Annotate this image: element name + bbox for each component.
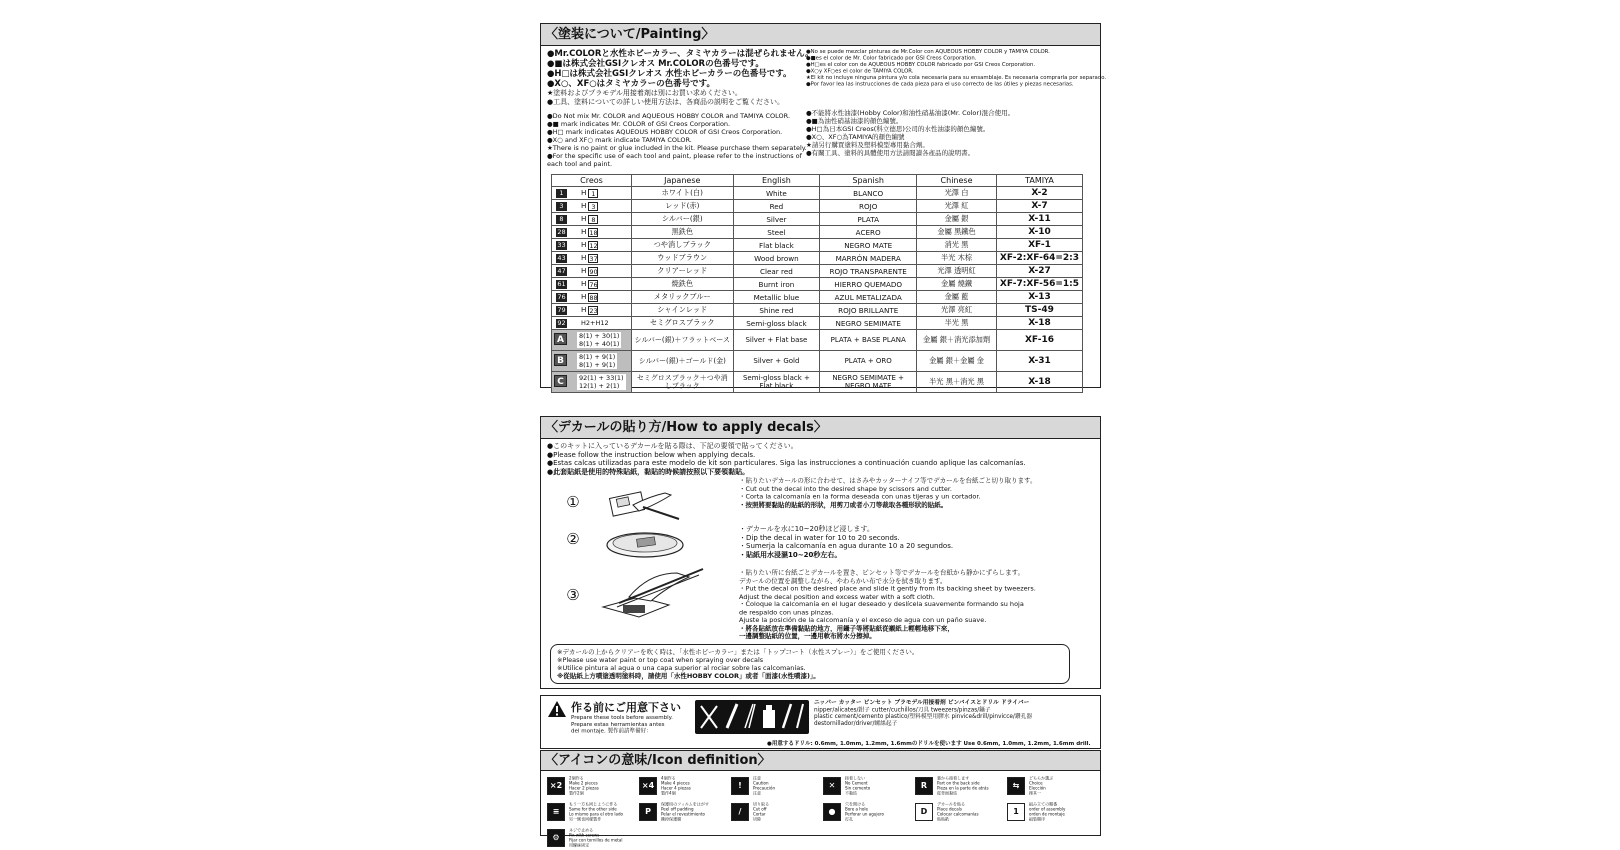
- english-name: Silver: [733, 213, 820, 226]
- prepare-subtitle: [571, 714, 673, 734]
- decal-step-3: [739, 569, 1036, 640]
- es-line: ●Por favor lea las instrucciones de cada pieza para el uso correcto de las útiles y piezas necesarias.: [806, 80, 1074, 88]
- tamiya-code: XF-7:XF-56=1:5: [996, 278, 1082, 291]
- painting-panel: [540, 23, 1107, 390]
- mix-row: [552, 372, 1083, 393]
- japanese-name: セミグロスブラック: [631, 317, 733, 330]
- icon-label: order of assembly: [1029, 806, 1066, 812]
- english-name: Wood brown: [733, 252, 820, 265]
- paint-row: [552, 291, 1083, 304]
- col-spanish: Spanish: [820, 175, 917, 187]
- intro-line: ●Please follow the instruction below when applying decals.: [547, 450, 756, 459]
- chinese-name: 金屬 黑鐵色: [917, 226, 997, 239]
- drill-note: ●用意するドリル: 0.6mm, 1.0mm, 1.2mm, 1.6mmのドリルを使います Use 0.6mm, 1.0mm, 1.2mm, 1.6mm drill.: [767, 740, 1091, 747]
- spanish-name: NEGRO SEMIMATE: [820, 317, 917, 330]
- icon-label: 注意: [753, 776, 762, 781]
- icons-panel: [540, 750, 1101, 848]
- tamiya-code: XF-16: [996, 330, 1082, 351]
- icon-label: Cut off: [753, 806, 767, 812]
- icons-title: 〈アイコンの意味/Icon definition〉: [541, 751, 1100, 771]
- icon-label: Make 4 pieces: [661, 780, 690, 786]
- paint-row: [552, 239, 1083, 252]
- tools-line: plastic cement/cemento plastico/塑料模型用膠水 pinvice&drill/pinvicce/鑽孔器: [814, 712, 1033, 720]
- spanish-name: NEGRO SEMIMATE + NEGRO MATE: [820, 372, 917, 393]
- decal-step-2: [739, 525, 953, 559]
- icon-label: 裏から接着します: [937, 776, 970, 781]
- definition-icon: ⇆: [1007, 777, 1025, 795]
- icon-label: 穴を開ける: [845, 802, 866, 807]
- tools-line: destornillador/driver/螺絲起子: [814, 719, 898, 727]
- chinese-name: 金屬 銀＋金屬 金: [917, 351, 997, 372]
- hobby-color-code: 37: [589, 254, 598, 263]
- en-line: ●X○ and XF○ mark indicate TAMIYA COLOR.: [547, 136, 692, 144]
- note-line: ※從貼紙上方噴塗透明塗料時，請使用「水性HOBBY COLOR」或者「面漆(水性噴漆)」。: [557, 672, 820, 680]
- step-3-line: Adjust the decal position and excess water with a soft cloth.: [739, 592, 935, 601]
- icon-label: 不黏結: [845, 790, 858, 796]
- zh-line: ●H□為日本GSI Creos(科立德思)公司的水性油漆的顏色編號。: [806, 125, 990, 133]
- japanese-name: レッド(赤): [631, 200, 733, 213]
- mr-color-code: 28: [557, 227, 566, 236]
- paint-row: [552, 226, 1083, 239]
- english-name: Flat black: [733, 239, 820, 252]
- hobby-color-code: 76: [589, 280, 598, 289]
- zh-line: ●不能將水性油漆(Hobby Color)和油性硝基油漆(Mr. Color)混合使用。: [806, 109, 1015, 117]
- tamiya-code: TS-49: [996, 304, 1082, 317]
- col-tamiya: TAMIYA: [996, 175, 1082, 187]
- tamiya-code: X-2: [996, 187, 1082, 200]
- step-2-line: ・デカールを水に10~20秒ほど浸します。: [739, 525, 874, 533]
- tamiya-code: X-13: [996, 291, 1082, 304]
- step-3-line: ・Put the decal on the desired place and slide it gently from its backing sheet by tweezers.: [739, 584, 1036, 593]
- prepare-sub-line: Prepare these tools before assembly.: [571, 714, 673, 721]
- jp-line: ★塗料およびプラモデル用接着剤は別にお買い求めください。: [547, 89, 742, 97]
- definition-icon: D: [915, 803, 933, 821]
- icon-label: Lo mismo para el otro lado: [569, 811, 624, 817]
- chinese-name: 半光 黑＋消光 黑: [917, 372, 997, 393]
- step-2-line: ・Sumerja la calcomanía en agua durante 10 a 20 segundos.: [739, 542, 954, 550]
- creos-code: 47 H 90: [552, 265, 632, 278]
- icon-label: 撕掉保護膜: [661, 816, 682, 822]
- jp-line: ●X○、XF○はタミヤカラーの色番号です。: [547, 79, 715, 89]
- intro-line: ●このキットに入っているデカールを貼る際は、下記の要領で貼ってください。: [547, 442, 798, 450]
- creos-code: 76 H 88: [552, 291, 632, 304]
- icon-label: 貼貼紙: [937, 816, 950, 822]
- japanese-name: シルバー(銀): [631, 213, 733, 226]
- prepare-panel: [540, 695, 1101, 749]
- paint-row: [552, 252, 1083, 265]
- icon-label: Hacer 2 piezas: [569, 785, 599, 791]
- mix-letter: A: [554, 333, 567, 345]
- step-3-line: デカールの位置を調整しながら、やわらかい布で水分を拭き取ります。: [739, 576, 947, 585]
- mr-color-code: 33: [557, 240, 566, 249]
- warning-icon: [547, 700, 567, 718]
- step-2-line: ・Dip the decal in water for 10 to 20 seconds.: [739, 533, 900, 542]
- tamiya-code: X-7: [996, 200, 1082, 213]
- hobby-color-code: 90: [589, 267, 598, 276]
- note-line: ※Utilice pintura al agua o una capa superior al rociar sobre las calcomanías.: [557, 664, 806, 672]
- icon-label: Fijar con tornillos de metal: [569, 837, 623, 843]
- english-name: Red: [733, 200, 820, 213]
- note-line: ※Please use water paint or top coat when spraying over decals: [557, 656, 764, 664]
- tools-line: ニッパー カッター ピンセット プラモデル用接着剤 ピンバイスとドリル ドライバー: [814, 699, 1030, 706]
- chinese-name: 金屬 燒鐵: [917, 278, 997, 291]
- zh-line: ●■為油性硝基油漆的顏色編號。: [806, 117, 903, 125]
- definition-icon: R: [915, 777, 933, 795]
- tamiya-code: X-18: [996, 372, 1082, 393]
- paint-row: [552, 187, 1083, 200]
- es-line: ★El kit no incluye ninguna pintura y/o cola necesaria para su ensamblaje. Es necesaria comprarla por separado.: [806, 74, 1107, 81]
- hobby-color-code: 88: [589, 293, 598, 302]
- english-name: Silver + Flat base: [733, 330, 820, 351]
- col-chinese: Chinese: [917, 175, 997, 187]
- definition-icon: ×4: [639, 777, 657, 795]
- icon-label: Same for the other side: [569, 806, 617, 812]
- icon-label: 保護用のフィルムをはがす: [661, 802, 709, 807]
- step-1-number: ①: [566, 493, 580, 511]
- creos-code: 61 H 76: [552, 278, 632, 291]
- paint-table-header: [552, 175, 1083, 187]
- tools-list: [814, 699, 1032, 727]
- step-2-line: ・貼紙用水浸濕10~20秒左右。: [739, 550, 842, 559]
- mr-color-code: 79: [557, 305, 566, 314]
- tamiya-code: X-27: [996, 265, 1082, 278]
- icon-label: 組裝順序: [1029, 816, 1046, 822]
- zh-line: ★請另行購買塗料及塑料模型專用黏合劑。: [806, 141, 929, 149]
- en-line: each tool and paint.: [547, 160, 613, 168]
- spanish-name: PLATA + ORO: [820, 351, 917, 372]
- step-2-number: ②: [566, 530, 580, 548]
- creos-code: 79 H 23: [552, 304, 632, 317]
- mr-color-code: 92: [557, 318, 566, 327]
- es-line: ●X○y XF○es el color de TAMIYA COLOR.: [806, 67, 914, 75]
- mix-line: 92(1) + 33(1): [579, 374, 624, 382]
- en-line: ●■ mark indicates Mr. COLOR of GSI Creos Corporation.: [547, 120, 731, 128]
- japanese-name: つや消しブラック: [631, 239, 733, 252]
- japanese-name: 黒鉄色: [631, 226, 733, 239]
- english-name: Silver + Gold: [733, 351, 820, 372]
- spanish-name: ACERO: [820, 226, 917, 239]
- mix-line: 8(1) + 9(1): [579, 353, 616, 361]
- japanese-name: クリアーレッド: [631, 265, 733, 278]
- en-line: ●H□ mark indicates AQUEOUS HOBBY COLOR of GSI Creos Corporation.: [547, 128, 783, 136]
- col-creos: Creos: [552, 175, 632, 187]
- icon-label: Make 2 pieces: [569, 780, 598, 786]
- japanese-name: シルバー(銀)＋ゴールド(金): [631, 351, 733, 372]
- hobby-color-code: H2+H12: [581, 319, 609, 328]
- step-1-line: ・按照將要黏貼的貼紙的形狀，用剪刀或者小刀等裁取各種形狀的貼紙。: [739, 500, 948, 509]
- cutting-illustration: [603, 485, 683, 523]
- icon-label: orden de montaje: [1029, 811, 1065, 817]
- tweezers-illustration: [599, 567, 709, 625]
- spanish-name: BLANCO: [820, 187, 917, 200]
- mr-color-code: 61: [557, 279, 566, 288]
- tools-image: [695, 700, 809, 734]
- chinese-name: 消光 黑: [917, 239, 997, 252]
- icon-label: デカールを貼る: [937, 802, 966, 807]
- icon-label: Part on the back side: [937, 780, 980, 786]
- icon-label: Hacer 4 piezas: [661, 785, 691, 791]
- english-name: White: [733, 187, 820, 200]
- hobby-color-code: 3: [588, 202, 598, 211]
- icon-label: 組み立ての順番: [1029, 802, 1058, 807]
- mix-letter: B: [554, 354, 567, 366]
- step-1-line: ・貼りたいデカールの形に合わせて、はさみやカッターナイフ等でデカールを台紙ごと切り取ります。: [739, 477, 1037, 485]
- english-name: Clear red: [733, 265, 820, 278]
- chinese-name: 光澤 亮紅: [917, 304, 997, 317]
- tamiya-code: X-10: [996, 226, 1082, 239]
- col-english: English: [733, 175, 820, 187]
- paint-row: [552, 317, 1083, 330]
- mr-color-code: 47: [557, 266, 566, 275]
- icon-label: Pelar el revestimiento: [661, 811, 706, 817]
- spanish-name: ROJO TRANSPARENTE: [820, 265, 917, 278]
- spanish-name: ROJO BRILLANTE: [820, 304, 917, 317]
- chinese-name: 金屬 銀＋消光添加劑: [917, 330, 997, 351]
- en-line: ●Do Not mix Mr. COLOR and AQUEOUS HOBBY COLOR and TAMIYA COLOR.: [547, 112, 791, 120]
- intro-line: ●Estas calcas utilizadas para este modelo de kit son particulares. Siga las instrucciones a continuación cuando aplique las calcomanías.: [547, 459, 1026, 467]
- definition-icon: P: [639, 803, 657, 821]
- hobby-color-code: 1: [588, 189, 598, 198]
- hobby-color-code: 12: [589, 241, 598, 250]
- step-3-line: Ajuste la posición de la calcomanía y el exceso de agua con un paño suave.: [739, 616, 987, 624]
- icon-label: Sin cemento: [845, 785, 871, 791]
- paint-row: [552, 265, 1083, 278]
- icon-label: Caution: [753, 780, 769, 786]
- icon-label: もう一方も同じように作る: [569, 802, 618, 807]
- mr-color-code: 8: [556, 215, 567, 224]
- icon-label: Pieza en la parte de atrás: [937, 785, 989, 791]
- painting-zh-notes: [806, 109, 1014, 157]
- step-1-line: ・Corta la calcomanía en la forma deseada con unas tijeras y un cortador.: [739, 492, 981, 501]
- mix-recipe: [552, 372, 632, 393]
- en-line: ★There is no paint or glue included in the kit. Please purchase them separately.: [547, 144, 807, 152]
- icon-label: どちらか選ぶ: [1029, 776, 1054, 781]
- mr-color-code: 43: [557, 253, 566, 262]
- japanese-name: シルバー(銀)＋フラットベース: [631, 330, 733, 351]
- paint-row: [552, 213, 1083, 226]
- decal-step-1: [739, 477, 1037, 509]
- icon-label: 切除: [753, 816, 762, 822]
- english-name: Metallic blue: [733, 291, 820, 304]
- painting-es-notes: [806, 48, 1106, 87]
- tamiya-code: X-11: [996, 213, 1082, 226]
- es-line: ●No se puede mezclar pinturas de Mr.Color con AQUEOUS HOBBY COLOR y TAMIYA COLOR.: [806, 48, 1050, 55]
- tamiya-code: X-31: [996, 351, 1082, 372]
- spanish-name: PLATA: [820, 213, 917, 226]
- icon-label: Perforar un agujero: [845, 811, 884, 817]
- note-line: ※デカールの上からクリアーを吹く時は、「水性ホビーカラー」または「トップコート（水性スプレー）」をご使用ください。: [557, 648, 919, 656]
- icon-label: No Cement: [845, 780, 868, 786]
- intro-line: ●此套貼紙是使用的特殊貼紙，黏貼的時候請按照以下要領黏貼。: [547, 467, 750, 476]
- japanese-name: 焼鉄色: [631, 278, 733, 291]
- mr-color-code: 3: [556, 202, 567, 211]
- definition-icon: ✕: [823, 777, 841, 795]
- step-3-line: ・Coloque la calcomanía en el lugar deseado y deslícela suavemente formando su hoja: [739, 600, 1024, 609]
- chinese-name: 光澤 白: [917, 187, 997, 200]
- spanish-name: AZUL METALIZADA: [820, 291, 917, 304]
- tamiya-code: XF-1: [996, 239, 1082, 252]
- definition-icon: !: [731, 777, 749, 795]
- creos-code: [552, 317, 632, 330]
- decal-note-box: [550, 644, 1070, 684]
- icon-label: 打孔: [845, 816, 854, 822]
- step-1-line: ・Cut out the decal into the desired shape by scissors and cutter.: [739, 484, 952, 493]
- zh-line: ●有關工具、塗料的具體使用方法請閱讀各產品的說明書。: [806, 149, 975, 157]
- chinese-name: 半光 木棕: [917, 252, 997, 265]
- tamiya-code: X-18: [996, 317, 1082, 330]
- mix-recipe: [552, 351, 632, 372]
- painting-jp-notes: [547, 49, 814, 106]
- paint-row: [552, 200, 1083, 213]
- tamiya-code: XF-2:XF-64=2:3: [996, 252, 1082, 265]
- english-name: Semi-gloss black: [733, 317, 820, 330]
- step-3-line: de respaldo con unas pinzas.: [739, 608, 834, 616]
- spanish-name: PLATA + BASE PLANA: [820, 330, 917, 351]
- es-line: ●H□es el color con de AQUEOUS HOBBY COLOR fabricado por GSI Creos Corporation.: [806, 61, 1036, 68]
- step-3-line: 一邊調整貼紙的位置，一邊用軟布將水分擦掉。: [739, 632, 876, 640]
- japanese-name: セミグロスブラック＋つや消しブラック: [631, 372, 733, 393]
- english-name: Semi-gloss black + Flat black: [733, 372, 820, 393]
- icon-label: Elección: [1029, 785, 1046, 791]
- step-3-line: ・將各貼紙放在準備黏貼的地方，用鑷子等將貼紙從襯紙上輕輕地移下來，: [739, 624, 954, 632]
- icon-label: 用螺絲固定: [569, 842, 590, 848]
- icon-label: Fix with screws: [569, 832, 600, 838]
- en-line: ●For the specific use of each tool and paint, please refer to the instructions of: [547, 152, 802, 160]
- english-name: Shine red: [733, 304, 820, 317]
- icon-label: Cortar: [753, 811, 766, 817]
- mr-color-code: 76: [557, 292, 566, 301]
- mr-color-code: 1: [556, 189, 567, 198]
- step-3-number: ③: [566, 586, 580, 604]
- mix-row: [552, 330, 1083, 351]
- chinese-name: 光澤 透明紅: [917, 265, 997, 278]
- tools-icon: [695, 700, 809, 734]
- spanish-name: NEGRO MATE: [820, 239, 917, 252]
- icon-label: Bore a hole: [845, 806, 868, 812]
- icon-label: 4個作る: [661, 776, 676, 781]
- prepare-sub-line: Prepare estas herramientas antes: [571, 720, 665, 728]
- chinese-name: 金屬 藍: [917, 291, 997, 304]
- mix-line: 8(1) + 40(1): [579, 340, 620, 348]
- japanese-name: シャインレッド: [631, 304, 733, 317]
- english-name: Steel: [733, 226, 820, 239]
- jp-line: ●■は株式会社GSIクレオス Mr.COLORの色番号です。: [547, 59, 764, 69]
- icon-label: 另一側也同樣製作: [569, 816, 602, 822]
- icon-label: 切り取る: [753, 802, 770, 807]
- chinese-name: 金屬 銀: [917, 213, 997, 226]
- painting-en-notes: [547, 112, 807, 168]
- mix-line: 8(1) + 30(1): [579, 332, 620, 340]
- icon-label: ネジで止める: [569, 828, 594, 833]
- definition-icon: ●: [823, 803, 841, 821]
- english-name: Burnt iron: [733, 278, 820, 291]
- icon-label: Peel off padding: [661, 806, 694, 812]
- hobby-color-code: 8: [588, 215, 598, 224]
- creos-code: 3 H 3: [552, 200, 632, 213]
- mix-letter: C: [554, 375, 567, 387]
- creos-code: 1 H 1: [552, 187, 632, 200]
- mix-recipe: [552, 330, 632, 351]
- col-japanese: Japanese: [631, 175, 733, 187]
- hobby-color-code: 23: [589, 306, 598, 315]
- icon-label: Choice: [1029, 780, 1043, 786]
- tools-line: nipper/alicates/鉗子 cutter/cuchillos/刀具 tweezers/pinzas/鑷子: [814, 705, 991, 713]
- icon-label: 2個作る: [569, 776, 584, 781]
- decals-title: 〈デカールの貼り方/How to apply decals〉: [541, 417, 1100, 439]
- icon-label: 擇其一: [1029, 790, 1042, 796]
- japanese-name: ホワイト(白): [631, 187, 733, 200]
- icon-label: 製作4個: [661, 790, 676, 796]
- mix-line: 8(1) + 9(1): [579, 361, 616, 369]
- spanish-name: HIERRO QUEMADO: [820, 278, 917, 291]
- jp-line: ●Mr.COLORと水性ホビーカラー、タミヤカラーは混ぜられません。: [547, 49, 814, 59]
- prepare-sub-line: del montaje. 製作前請準備好：: [571, 727, 652, 735]
- icon-label: 從背面黏結: [937, 790, 958, 796]
- icon-label: 製作2個: [569, 790, 584, 796]
- mix-line: 12(1) + 2(1): [579, 382, 620, 390]
- zh-line: ●X○、XF○為TAMIYA的顏色編號: [806, 133, 905, 141]
- icon-label: 注意: [753, 790, 762, 796]
- definition-icon: /: [731, 803, 749, 821]
- paint-table: [551, 174, 1083, 393]
- icon-label: Colocar calcomanías: [937, 811, 979, 817]
- chinese-name: 半光 黑: [917, 317, 997, 330]
- icon-label: Place decals: [937, 806, 962, 812]
- water-dish-illustration: [603, 527, 687, 561]
- spanish-name: MARRÓN MADERA: [820, 252, 917, 265]
- prepare-title: 作る前にご用意下さい: [571, 701, 681, 714]
- spanish-name: ROJO: [820, 200, 917, 213]
- definition-icon: ×2: [547, 777, 565, 795]
- chinese-name: 光澤 紅: [917, 200, 997, 213]
- creos-code: 43 H 37: [552, 252, 632, 265]
- jp-line: ●H□は株式会社GSIクレオス 水性ホビーカラーの色番号です。: [547, 69, 792, 79]
- jp-line: ●工具、塗料についての詳しい使用方法は、各商品の説明をご覧ください。: [547, 97, 784, 106]
- japanese-name: メタリックブルー: [631, 291, 733, 304]
- definition-icon: ⚙: [547, 829, 565, 847]
- es-line: ●■es el color de Mr. Color fabricado por GSI Creos Corporation.: [806, 54, 977, 62]
- paint-row: [552, 304, 1083, 317]
- step-3-line: ・貼りたい所に台紙ごとデカールを置き、ピンセット等でデカールを台紙から静かにずらします。: [739, 569, 1025, 577]
- decals-intro: [547, 442, 1026, 476]
- definition-icon: ≡: [547, 803, 565, 821]
- creos-code: 28 H 18: [552, 226, 632, 239]
- decals-panel: [540, 416, 1101, 689]
- icon-label: Precaución: [753, 785, 776, 791]
- creos-code: 33 H 12: [552, 239, 632, 252]
- painting-title: 〈塗装について/Painting〉: [541, 24, 1100, 46]
- hobby-color-code: 18: [589, 228, 598, 237]
- mix-row: [552, 351, 1083, 372]
- creos-code: 8 H 8: [552, 213, 632, 226]
- icon-label: 接着しない: [845, 776, 866, 781]
- definition-icon: 1: [1007, 803, 1025, 821]
- paint-row: [552, 278, 1083, 291]
- japanese-name: ウッドブラウン: [631, 252, 733, 265]
